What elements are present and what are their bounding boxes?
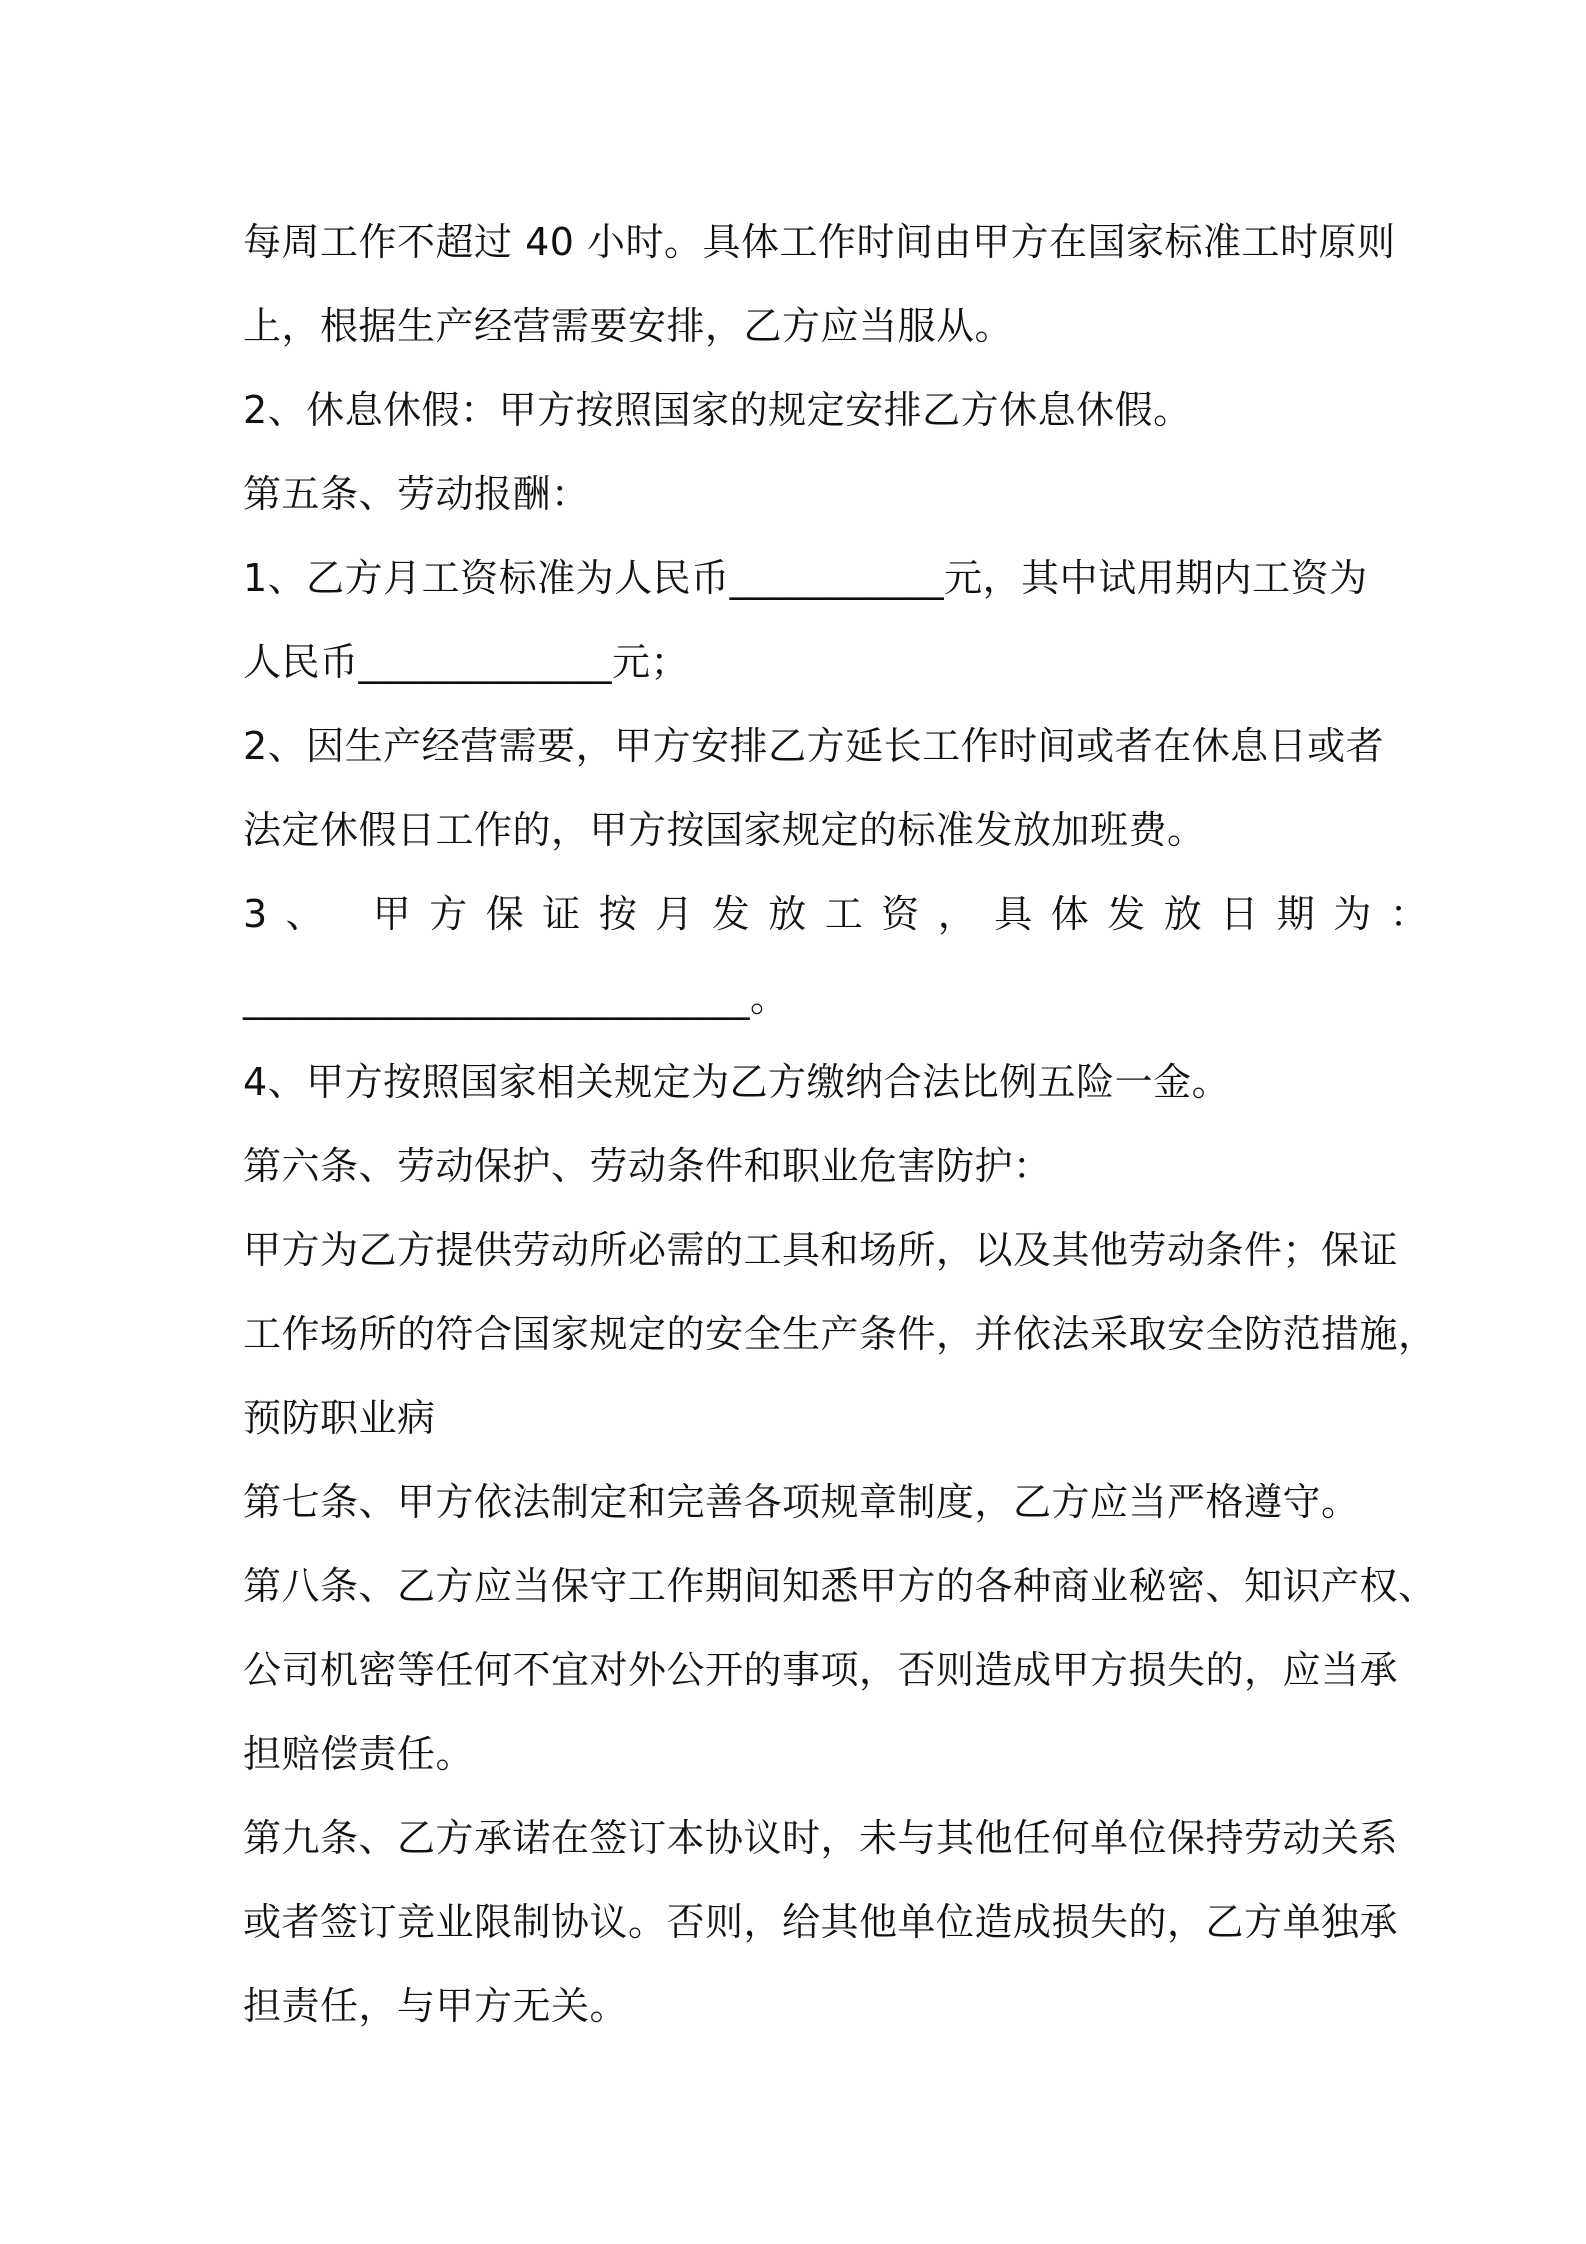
text-line: 公司机密等任何不宜对外公开的事项，否则造成甲方损失的，应当承 xyxy=(243,1648,1399,1692)
text-line: 或者签订竞业限制协议。否则，给其他单位造成损失的，乙方单独承 xyxy=(243,1900,1399,1944)
text-line: 法定休假日工作的，甲方按国家规定的标准发放加班费。 xyxy=(243,808,1206,852)
text-line: 每周工作不超过 40 小时。具体工作时间由甲方在国家标准工时原则 xyxy=(243,220,1396,264)
section-heading: 第九条、乙方承诺在签订本协议时，未与其他任何单位保持劳动关系 xyxy=(243,1816,1399,1860)
text-line: __________________________。 xyxy=(243,976,789,1020)
text-line: 工作场所的符合国家规定的安全生产条件，并依法采取安全防范措施， xyxy=(243,1312,1437,1356)
text-line: 3、 甲方保证按月发放工资，具体发放日期为： xyxy=(243,892,1447,936)
section-heading: 第八条、乙方应当保守工作期间知悉甲方的各种商业秘密、知识产权、 xyxy=(243,1564,1437,1608)
section-heading: 第七条、甲方依法制定和完善各项规章制度，乙方应当严格遵守。 xyxy=(243,1480,1360,1524)
text-line: 2、因生产经营需要，甲方安排乙方延长工作时间或者在休息日或者 xyxy=(243,724,1385,768)
text-line: 担赔偿责任。 xyxy=(243,1732,475,1776)
text-line: 上，根据生产经营需要安排，乙方应当服从。 xyxy=(243,304,1014,348)
text-line: 2、休息休假：甲方按照国家的规定安排乙方休息休假。 xyxy=(243,388,1192,432)
text-line: 人民币_____________元； xyxy=(243,640,690,684)
text-line: 4、甲方按照国家相关规定为乙方缴纳合法比例五险一金。 xyxy=(243,1060,1231,1104)
text-line: 甲方为乙方提供劳动所必需的工具和场所，以及其他劳动条件；保证 xyxy=(243,1228,1399,1272)
section-heading: 第五条、劳动报酬： xyxy=(243,472,590,516)
contract-text-body xyxy=(243,200,1447,2048)
text-line: 担责任，与甲方无关。 xyxy=(243,1984,629,2028)
text-line: 1、乙方月工资标准为人民币___________元，其中试用期内工资为 xyxy=(243,556,1368,600)
section-heading: 第六条、劳动保护、劳动条件和职业危害防护： xyxy=(243,1144,1052,1188)
text-line: 预防职业病 xyxy=(243,1396,436,1440)
